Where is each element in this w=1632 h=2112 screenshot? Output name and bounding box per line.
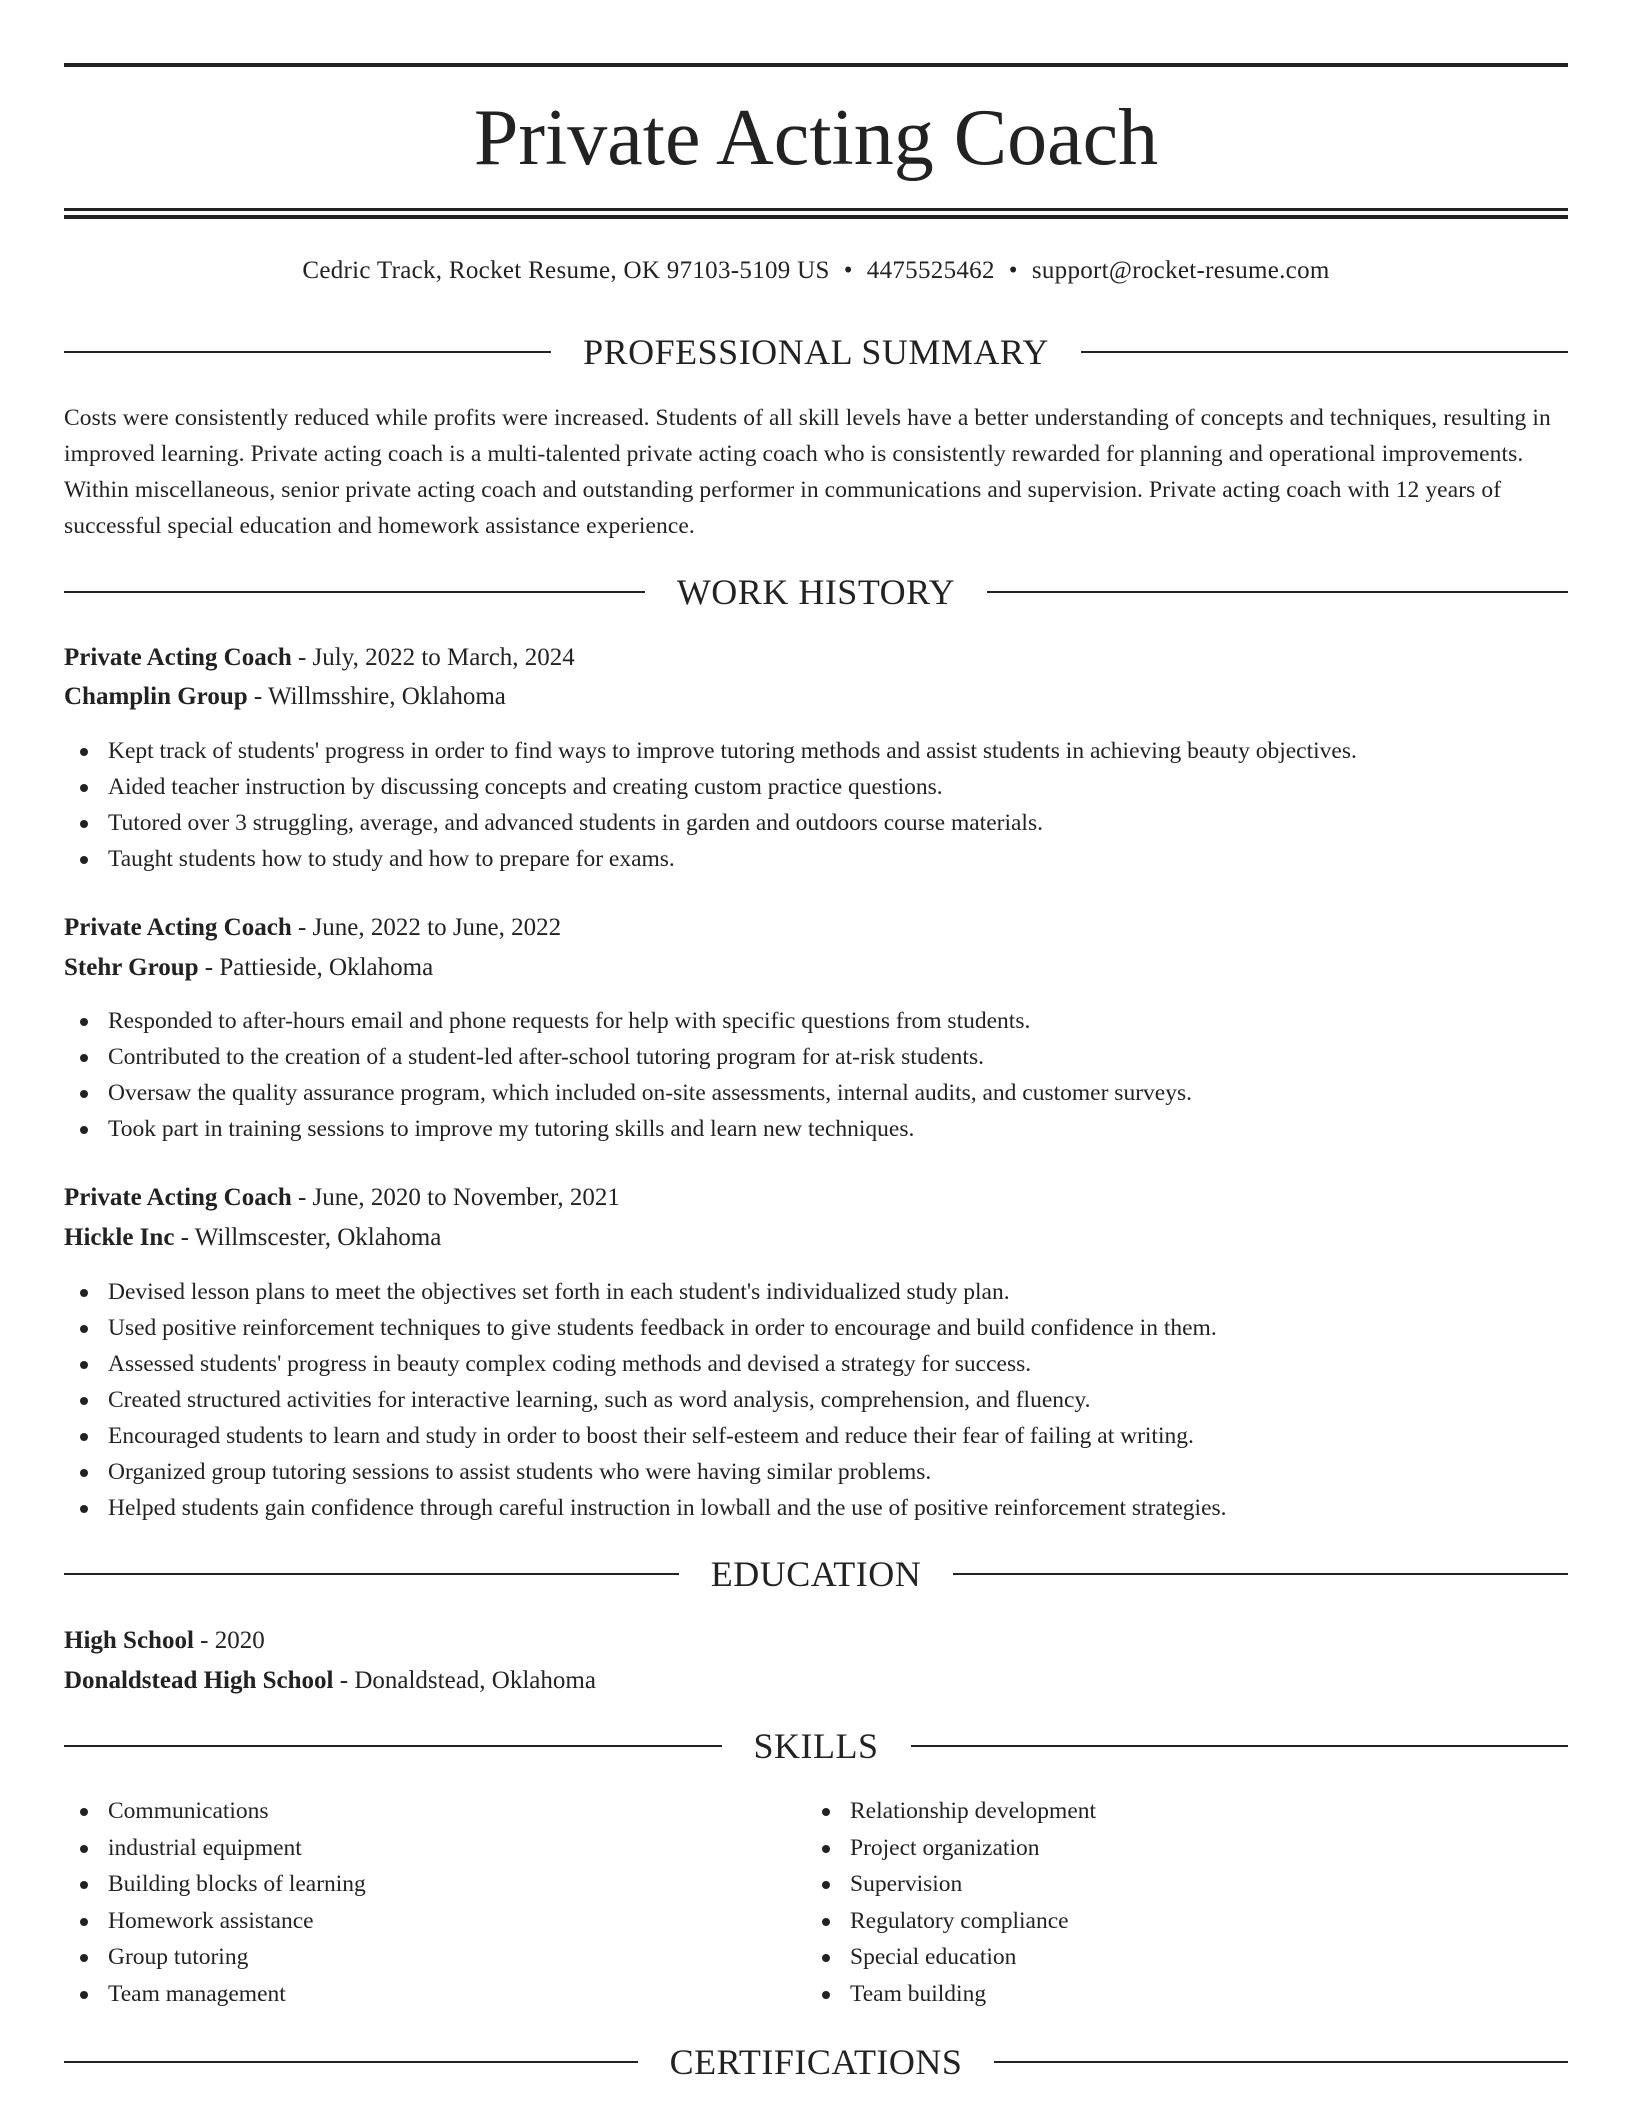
list-item: Encouraged students to learn and study in order to boost their self-esteem and reduce their fear of failing at writing. xyxy=(64,1418,1568,1454)
list-item: Took part in training sessions to improve my tutoring skills and learn new techniques. xyxy=(64,1111,1568,1147)
header-rule-lower xyxy=(64,215,1568,219)
job-company: Stehr Group xyxy=(64,954,199,981)
job-location: - Willmsshire, Oklahoma xyxy=(247,683,506,710)
list-item: Organized group tutoring sessions to assist students who were having similar problems. xyxy=(64,1454,1568,1490)
job-company-line xyxy=(64,950,433,986)
list-item: Devised lesson plans to meet the objectives set forth in each student's individualized study plan. xyxy=(64,1274,1568,1310)
job-bullets xyxy=(64,1003,1568,1147)
job-dates: - June, 2022 to June, 2022 xyxy=(291,914,562,941)
section-title: PROFESSIONAL SUMMARY xyxy=(583,332,1049,372)
job-title: Private Acting Coach xyxy=(64,644,292,671)
heading-rule xyxy=(911,1745,1569,1747)
job-dates: - June, 2020 to November, 2021 xyxy=(291,1184,620,1211)
education-school-line xyxy=(64,1663,596,1699)
skills-list-right xyxy=(806,1793,1506,2012)
heading-rule xyxy=(64,591,645,593)
list-item: Taught students how to study and how to prepare for exams. xyxy=(64,841,1568,877)
job-company: Hickle Inc xyxy=(64,1224,175,1251)
heading-rule xyxy=(64,1745,722,1747)
education-location: - Donaldstead, Oklahoma xyxy=(333,1667,596,1694)
heading-rule xyxy=(987,591,1568,593)
heading-rule xyxy=(64,1573,679,1575)
list-item: Assessed students' progress in beauty complex coding methods and devised a strategy for success. xyxy=(64,1346,1568,1382)
list-item: Used positive reinforcement techniques to give students feedback in order to encourage and build confidence in them. xyxy=(64,1310,1568,1346)
section-heading-work-history xyxy=(64,570,1568,614)
education-degree: High School xyxy=(64,1627,194,1654)
skill-item: Relationship development xyxy=(806,1793,1506,1830)
section-title: CERTIFICATIONS xyxy=(669,2042,963,2082)
top-rule xyxy=(64,63,1568,67)
contact-line xyxy=(64,254,1568,288)
job-company: Champlin Group xyxy=(64,683,248,710)
list-item: Kept track of students' progress in order to find ways to improve tutoring methods and assist students in achieving beauty objectives. xyxy=(64,733,1568,769)
heading-rule xyxy=(64,2061,638,2063)
list-item: Tutored over 3 struggling, average, and advanced students in garden and outdoors course materials. xyxy=(64,805,1568,841)
section-heading-education xyxy=(64,1552,1568,1596)
summary-text: Costs were consistently reduced while profits were increased. Students of all skill levels have a better understanding of concepts and techniques, resulting in improved learning. Private acting coach is a multi-talented private acting coach who is consistently rewarded for planning and operational improvements. Within miscellaneous, senior private acting coach and outstanding performer in communications and supervision. Private acting coach with 12 years of successful special education and homework assistance experience. xyxy=(64,405,1551,539)
skill-item: industrial equipment xyxy=(64,1830,764,1867)
section-heading-certifications xyxy=(64,2040,1568,2084)
section-title: WORK HISTORY xyxy=(676,572,956,612)
section-title: SKILLS xyxy=(753,1726,879,1766)
list-item: Contributed to the creation of a student-led after-school tutoring program for at-risk students. xyxy=(64,1039,1568,1075)
list-item: Oversaw the quality assurance program, which included on-site assessments, internal audits, and customer surveys. xyxy=(64,1075,1568,1111)
section-title: EDUCATION xyxy=(710,1554,922,1594)
job-dates: - July, 2022 to March, 2024 xyxy=(291,644,575,671)
job-company-line xyxy=(64,1220,441,1256)
section-heading-skills xyxy=(64,1724,1568,1768)
skill-item: Project organization xyxy=(806,1830,1506,1867)
heading-rule xyxy=(953,1573,1568,1575)
skill-item: Homework assistance xyxy=(64,1903,764,1940)
header-rule-upper xyxy=(64,208,1568,211)
skills-list-left xyxy=(64,1793,764,2012)
skill-item: Communications xyxy=(64,1793,764,1830)
list-item: Responded to after-hours email and phone requests for help with specific questions from students. xyxy=(64,1003,1568,1039)
heading-rule xyxy=(994,2061,1568,2063)
education-year: - 2020 xyxy=(193,1627,265,1654)
list-item: Aided teacher instruction by discussing concepts and creating custom practice questions. xyxy=(64,769,1568,805)
skill-item: Special education xyxy=(806,1939,1506,1976)
job-title: Private Acting Coach xyxy=(64,914,292,941)
skill-item: Building blocks of learning xyxy=(64,1866,764,1903)
job-location: - Willmscester, Oklahoma xyxy=(174,1224,442,1251)
section-heading-summary xyxy=(64,330,1568,374)
job-location: - Pattieside, Oklahoma xyxy=(198,954,434,981)
job-title-line xyxy=(64,640,575,676)
heading-rule xyxy=(64,351,551,353)
skill-item: Group tutoring xyxy=(64,1939,764,1976)
heading-rule xyxy=(1081,351,1568,353)
job-company-line xyxy=(64,679,506,715)
skill-item: Supervision xyxy=(806,1866,1506,1903)
job-bullets xyxy=(64,733,1568,877)
contact-address: Cedric Track, Rocket Resume, OK 97103-5109 US xyxy=(302,257,830,284)
education-school: Donaldstead High School xyxy=(64,1667,334,1694)
education-degree-line xyxy=(64,1623,265,1659)
job-title-line xyxy=(64,910,561,946)
contact-phone: 4475525462 xyxy=(866,257,995,284)
job-title: Private Acting Coach xyxy=(64,1184,292,1211)
skill-item: Team building xyxy=(806,1976,1506,2013)
job-title-line xyxy=(64,1180,620,1216)
contact-email: support@rocket-resume.com xyxy=(1031,257,1330,284)
contact-separator: • xyxy=(1008,257,1018,284)
resume-name: Private Acting Coach xyxy=(473,94,1159,182)
contact-separator: • xyxy=(843,257,853,284)
list-item: Helped students gain confidence through careful instruction in lowball and the use of positive reinforcement strategies. xyxy=(64,1490,1568,1526)
list-item: Created structured activities for interactive learning, such as word analysis, comprehension, and fluency. xyxy=(64,1382,1568,1418)
job-bullets xyxy=(64,1274,1568,1526)
skill-item: Team management xyxy=(64,1976,764,2013)
skill-item: Regulatory compliance xyxy=(806,1903,1506,1940)
